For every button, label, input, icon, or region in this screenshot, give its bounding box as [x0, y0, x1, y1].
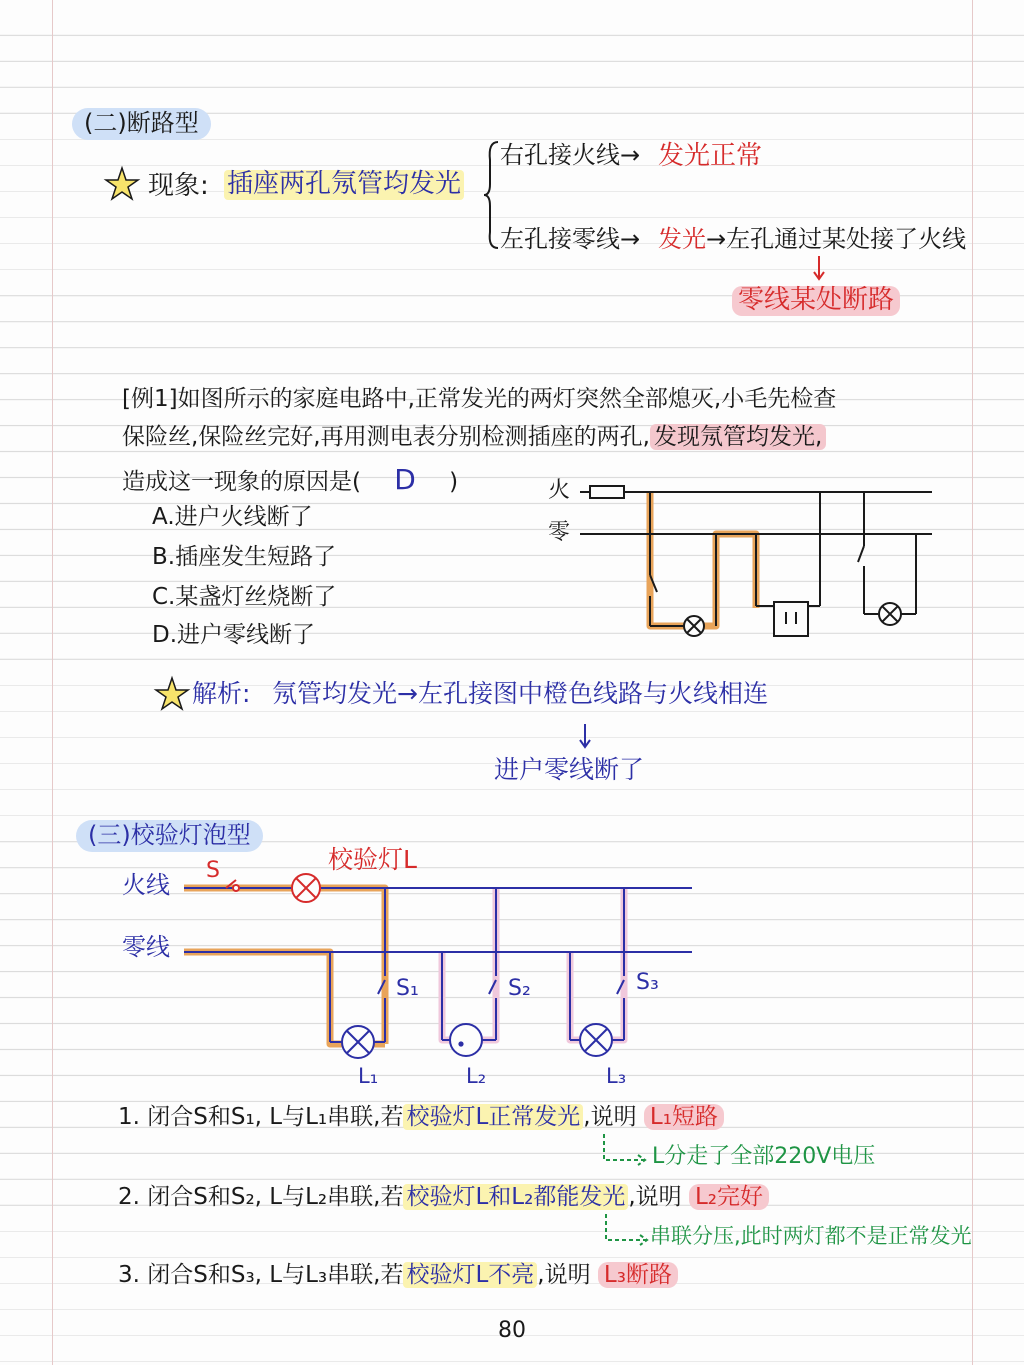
item-1-result: L₁短路: [644, 1104, 724, 1130]
switch-s2-label: S₂: [508, 976, 531, 1001]
check-lamp-circuit-diagram: [170, 870, 710, 1070]
down-arrow-icon: [578, 724, 592, 750]
right-margin-line: [972, 0, 973, 1365]
item-1: [118, 1104, 724, 1130]
option-b: B.插座发生短路了: [152, 544, 337, 570]
item-1-note: L分走了全部220V电压: [652, 1144, 876, 1169]
analysis-conclusion: 进户零线断了: [494, 755, 645, 784]
switch-s1-label: S₁: [396, 976, 419, 1001]
example-question-end: ): [449, 469, 459, 495]
down-arrow-icon: [812, 256, 826, 282]
item-1-mid: ,说明: [583, 1104, 637, 1130]
lamp-l3-label: L₃: [606, 1064, 627, 1088]
example-question: 造成这一现象的原因是(: [122, 469, 361, 495]
item-2-highlight: 校验灯L和L₂都能发光: [403, 1184, 628, 1210]
left-margin-line: [52, 0, 53, 1365]
section2-conclusion: 零线某处断路: [732, 286, 900, 316]
item-3-highlight: 校验灯L不亮: [403, 1262, 537, 1288]
item-3-mid: ,说明: [537, 1262, 591, 1288]
example-line-2-text: 保险丝,保险丝完好,再用测电表分别检测插座的两孔,: [122, 424, 650, 450]
example-line-3: [122, 464, 458, 496]
switch-s3-label: S₃: [636, 970, 659, 995]
left-hole-reason: →左孔通过某处接了火线: [706, 225, 967, 253]
analysis-label: 解析:: [192, 679, 251, 708]
analysis-text: 氖管均发光→左孔接图中橙色线路与火线相连: [272, 679, 768, 708]
note-arrow-icon: [600, 1134, 652, 1170]
example-line-2: [122, 424, 826, 450]
item-3: [118, 1262, 678, 1288]
item-3-result: L₃断路: [598, 1262, 678, 1288]
orange-path: [650, 492, 756, 626]
note-arrow-icon: [602, 1214, 654, 1250]
page-number: 80: [498, 1318, 526, 1343]
diagram2-neutral-label: 零线: [122, 933, 170, 961]
lamp-l2-label: L₂: [466, 1064, 487, 1088]
example-answer: D: [394, 463, 416, 496]
diagram2-live-label: 火线: [122, 871, 170, 899]
right-hole-text: 右孔接火线→: [500, 141, 641, 169]
example-line-2-highlight: 发现氖管均发光,: [650, 424, 826, 450]
star-icon: [104, 166, 140, 202]
option-a: A.进户火线断了: [152, 504, 313, 530]
option-d: D.进户零线断了: [152, 622, 316, 648]
example-line-1: [例1]如图所示的家庭电路中,正常发光的两灯突然全部熄灭,小毛先检查: [122, 386, 837, 412]
left-hole-result: 发光: [658, 225, 706, 253]
phenomenon-label: 现象:: [148, 171, 209, 201]
diagram1-live-label: 火: [548, 478, 571, 503]
example-circuit-diagram: [560, 480, 980, 640]
option-c: C.某盏灯丝烧断了: [152, 584, 337, 610]
item-3-prefix: 3. 闭合S和S₃, L与L₃串联,若: [118, 1262, 404, 1288]
check-lamp-label: 校验灯L: [328, 845, 417, 874]
fuse: [590, 486, 624, 498]
switch-s-label: S: [206, 858, 220, 883]
diagram1-socket: [774, 602, 808, 636]
right-hole-result: 发光正常: [658, 141, 763, 171]
item-2-note: 串联分压,此时两灯都不是正常发光: [650, 1224, 972, 1248]
item-2-result: L₂完好: [689, 1184, 769, 1210]
brace-bracket: [482, 140, 502, 250]
diagram1-neutral-label: 零: [548, 520, 571, 545]
lamp-l1-label: L₁: [358, 1064, 379, 1088]
item-1-prefix: 1. 闭合S和S₁, L与L₁串联,若: [118, 1104, 404, 1130]
star-icon: [154, 676, 190, 712]
left-hole-text: 左孔接零线→: [500, 225, 641, 253]
item-2-prefix: 2. 闭合S和S₂, L与L₂串联,若: [118, 1184, 404, 1210]
item-1-highlight: 校验灯L正常发光: [403, 1104, 583, 1130]
section2-title: (二)断路型: [72, 108, 211, 140]
item-2-mid: ,说明: [628, 1184, 682, 1210]
section3-title: (三)校验灯泡型: [76, 820, 263, 852]
lamp-l2: [450, 1024, 482, 1056]
item-2: [118, 1184, 769, 1210]
phenomenon-text: 插座两孔氖管均发光: [224, 170, 464, 200]
